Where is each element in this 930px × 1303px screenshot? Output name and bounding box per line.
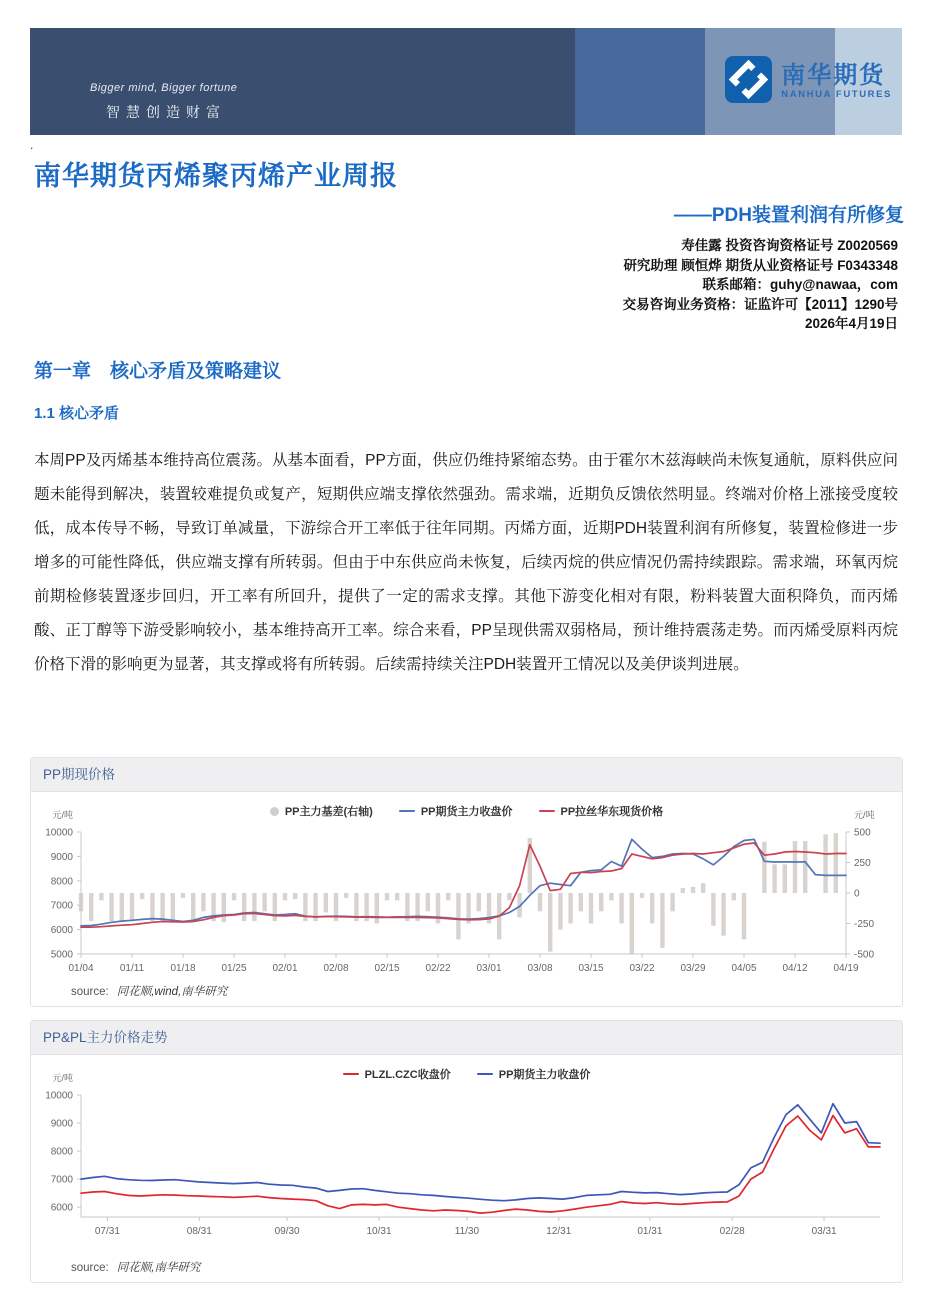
logo-chinese-name: 南华期货 <box>781 62 886 90</box>
chart-panel-pp-spot-futures <box>30 757 903 1007</box>
assistant-credential: 研究助理 顾恒烨 期货从业资格证号 F0343348 <box>623 257 898 273</box>
license-line: 交易咨询业务资格：证监许可【2011】1290号 <box>622 296 898 312</box>
logo-text <box>781 63 892 99</box>
svg-text:09/30: 09/30 <box>274 1226 300 1237</box>
chart-body <box>31 792 902 1007</box>
legend-label: PP期货主力收盘价 <box>420 806 513 818</box>
svg-text:01/18: 01/18 <box>170 963 196 974</box>
chart-panel-pp-pl-trend <box>30 1020 903 1283</box>
svg-text:8000: 8000 <box>50 1146 73 1158</box>
chart-legend <box>31 1066 902 1082</box>
svg-text:04/19: 04/19 <box>833 963 859 974</box>
svg-text:11/30: 11/30 <box>454 1226 480 1237</box>
svg-text:03/08: 03/08 <box>527 963 553 974</box>
svg-text:04/05: 04/05 <box>731 963 757 974</box>
core-paragraph: 本周PP及丙烯基本维持高位震荡。从基本面看，PP方面，供应仍维持紧缩态势。由于霍尔木兹海峡尚未恢复通航，原料供应问题未能得到解决，装置较难提负或复产，短期供应端支撑依然强劲。需求端，近期负反馈依然明显。终端对价格上涨接受度较低，成本传导不畅，导致订单减量，下游综合开工率低于往年同期。丙烯方面，近期PDH装置利润有所修复，装置检修进一步增多的可能性降低，供应端支撑有所转弱。但由于中东供应尚未恢复，后续丙烷的供应情况仍需持续跟踪。需求端，环氧丙烷前期检修装置逐步回归，开工率有所回升，提供了一定的需求支撑。其他下游变化相对有限，粉料装置大面积降负，而丙烯酸、正丁醇等下游受影响较小，基本维持高开工率。综合来看，PP呈现供需双弱格局，预计维持震荡走势。而丙烯受原料丙烷价格下滑的影响更为显著，其支撑或将有所转弱。后续需持续关注PDH装置开工情况以及美伊谈判进展。 <box>34 452 898 673</box>
slogan-chinese: 智慧创造财富 <box>106 104 226 120</box>
svg-text:-250: -250 <box>854 919 875 930</box>
svg-text:6000: 6000 <box>50 925 73 937</box>
brand-banner <box>30 28 902 135</box>
chapter-heading: 第一章 核心矛盾及策略建议 <box>34 361 282 382</box>
source-row <box>71 983 227 999</box>
nanhua-logo-icon <box>725 56 772 108</box>
svg-text:元/吨: 元/吨 <box>52 1073 73 1083</box>
legend-line-marker <box>539 810 555 813</box>
svg-text:0: 0 <box>854 888 860 900</box>
source-label: source: <box>71 1262 109 1274</box>
report-subtitle: ——PDH装置利润有所修复 <box>673 205 904 226</box>
svg-text:7000: 7000 <box>50 1174 73 1186</box>
source-label: source: <box>71 986 109 998</box>
legend-item <box>343 1066 451 1082</box>
legend-item <box>270 803 373 819</box>
svg-text:元/吨: 元/吨 <box>52 810 73 820</box>
chart-body <box>31 1055 902 1283</box>
page-title: 南华期货丙烯聚丙烯产业周报 <box>34 161 398 191</box>
legend-line-marker <box>399 810 415 813</box>
svg-text:10/31: 10/31 <box>366 1226 392 1237</box>
contact-email: 联系邮箱：guhy@nawaa，com <box>702 277 898 292</box>
legend-item <box>399 803 513 819</box>
svg-text:01/04: 01/04 <box>68 963 94 974</box>
svg-text:08/31: 08/31 <box>186 1226 212 1237</box>
svg-text:5000: 5000 <box>50 949 73 961</box>
chart-title-text: PP&PL主力价格走势 <box>43 1030 168 1045</box>
source-value: 同花顺,wind,南华研究 <box>116 986 228 998</box>
svg-text:02/08: 02/08 <box>323 963 349 974</box>
logo-english-name: NANHUA FUTURES <box>781 88 892 100</box>
svg-text:03/22: 03/22 <box>629 963 655 974</box>
svg-text:03/01: 03/01 <box>476 963 502 974</box>
source-value: 同花顺,南华研究 <box>116 1262 201 1274</box>
slogan-english: Bigger mind, Bigger fortune <box>90 82 238 94</box>
chart-panel-title <box>31 1021 902 1055</box>
svg-text:03/15: 03/15 <box>578 963 604 974</box>
banner-stripe-blue <box>575 28 705 135</box>
svg-text:04/12: 04/12 <box>782 963 808 974</box>
nanhua-logo <box>725 56 892 108</box>
analyst-credential: 寿佳露 投资咨询资格证号 Z0020569 <box>681 238 898 253</box>
chart-legend <box>31 803 902 819</box>
stray-dot: . <box>30 138 34 152</box>
legend-line-marker <box>343 1073 359 1076</box>
svg-text:02/22: 02/22 <box>425 963 451 974</box>
author-block <box>623 236 898 334</box>
svg-text:元/吨: 元/吨 <box>854 810 875 820</box>
svg-text:6000: 6000 <box>50 1202 73 1214</box>
svg-text:03/31: 03/31 <box>811 1226 837 1237</box>
legend-item <box>539 803 664 819</box>
legend-label: PP主力基差(右轴) <box>284 806 373 818</box>
svg-text:07/31: 07/31 <box>94 1226 120 1237</box>
svg-text:-500: -500 <box>854 949 875 961</box>
legend-label: PP期货主力收盘价 <box>498 1069 591 1081</box>
banner-slogan-area <box>30 28 575 135</box>
svg-text:01/31: 01/31 <box>637 1226 663 1237</box>
legend-line-marker <box>477 1073 493 1076</box>
svg-text:02/01: 02/01 <box>272 963 298 974</box>
source-row <box>71 1259 200 1275</box>
svg-text:01/25: 01/25 <box>221 963 247 974</box>
svg-text:9000: 9000 <box>50 1118 73 1130</box>
svg-text:02/28: 02/28 <box>719 1226 745 1237</box>
svg-text:03/29: 03/29 <box>680 963 706 974</box>
svg-text:7000: 7000 <box>50 900 73 912</box>
report-date: 2026年4月19日 <box>804 316 898 331</box>
svg-text:10000: 10000 <box>45 827 73 839</box>
legend-dot-marker <box>270 807 279 816</box>
svg-text:9000: 9000 <box>50 851 73 863</box>
chart-title-text: PP期现价格 <box>43 767 116 782</box>
price-basis-chart-svg <box>31 792 900 984</box>
chart-panel-title <box>31 758 902 792</box>
svg-text:10000: 10000 <box>45 1090 73 1102</box>
svg-text:02/15: 02/15 <box>374 963 400 974</box>
svg-text:250: 250 <box>854 858 871 869</box>
svg-text:8000: 8000 <box>50 876 73 888</box>
subsection-heading: 1.1 核心矛盾 <box>34 405 120 422</box>
legend-label: PLZL.CZC收盘价 <box>364 1069 451 1081</box>
svg-text:500: 500 <box>854 827 871 839</box>
price-trend-chart-svg <box>31 1055 900 1247</box>
legend-label: PP拉丝华东现货价格 <box>560 806 664 818</box>
svg-text:01/11: 01/11 <box>119 963 145 974</box>
svg-text:12/31: 12/31 <box>546 1226 572 1237</box>
legend-item <box>477 1066 591 1082</box>
